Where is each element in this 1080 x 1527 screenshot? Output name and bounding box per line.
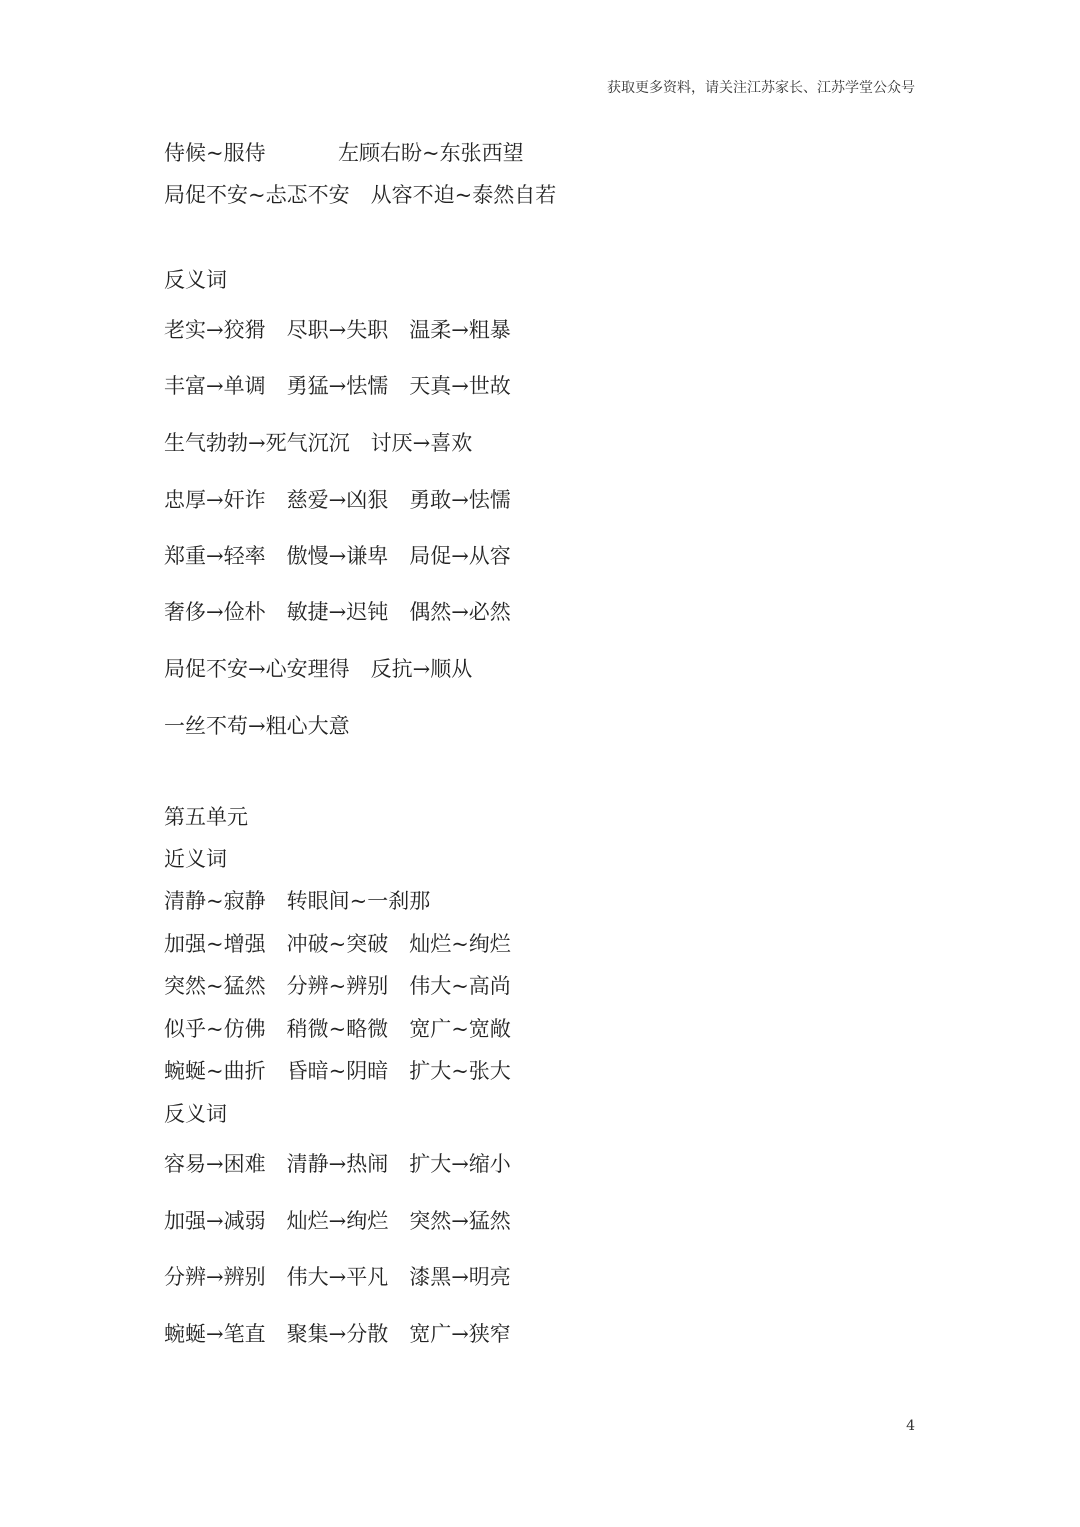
text-line: 一丝不苟→粗心大意 — [164, 714, 350, 738]
text-line: 似乎~仿佛 稍微~略微 宽广~宽敞 — [164, 1017, 511, 1041]
text-line: 突然~猛然 分辨~辨别 伟大~高尚 — [164, 974, 511, 998]
text-line: 奢侈→俭朴 敏捷→迟钝 偶然→必然 — [164, 600, 511, 624]
text-line: 丰富→单调 勇猛→怯懦 天真→世故 — [164, 374, 511, 398]
text-line: 老实→狡猾 尽职→失职 温柔→粗暴 — [164, 318, 511, 342]
text-line: 分辨→辨别 伟大→平凡 漆黑→明亮 — [164, 1265, 511, 1289]
text-line: 蜿蜒~曲折 昏暗~阴暗 扩大~张大 — [164, 1059, 511, 1083]
text-line: 生气勃勃→死气沉沉 讨厌→喜欢 — [164, 431, 473, 455]
text-line: 加强~增强 冲破~突破 灿烂~绚烂 — [164, 932, 511, 956]
text-line: 清静~寂静 转眼间~一刹那 — [164, 889, 431, 913]
text-line: 容易→困难 清静→热闹 扩大→缩小 — [164, 1152, 511, 1176]
section-heading-antonyms: 反义词 — [164, 268, 227, 292]
page-header-notice: 获取更多资料，请关注江苏家长、江苏学堂公众号 — [607, 80, 915, 96]
text-line: 忠厚→奸诈 慈爱→凶狠 勇敢→怯懦 — [164, 488, 511, 512]
text-line: 郑重→轻率 傲慢→谦卑 局促→从容 — [164, 544, 511, 568]
text-line: 局促不安~忐忑不安 从容不迫~泰然自若 — [164, 183, 557, 207]
text-line: 左顾右盼~东张西望 — [338, 141, 524, 165]
page-number: 4 — [906, 1418, 915, 1434]
text-line: 加强→减弱 灿烂→绚烂 突然→猛然 — [164, 1209, 511, 1233]
unit-heading: 第五单元 — [164, 805, 248, 829]
text-line: 蜿蜒→笔直 聚集→分散 宽广→狭窄 — [164, 1322, 511, 1346]
section-heading-antonyms: 反义词 — [164, 1102, 227, 1126]
text-line: 侍候~服侍 — [164, 141, 266, 165]
section-heading-synonyms: 近义词 — [164, 847, 227, 871]
text-line: 局促不安→心安理得 反抗→顺从 — [164, 657, 473, 681]
